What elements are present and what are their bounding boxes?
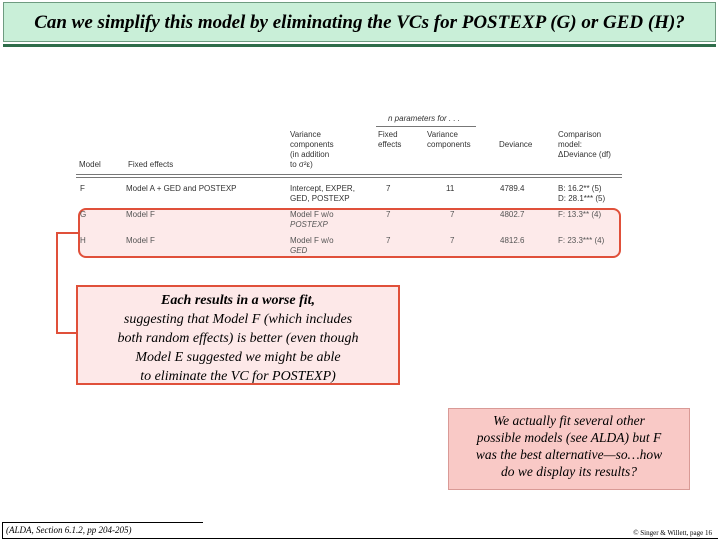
note1-line-3: both random effects) is better (even though — [117, 331, 359, 346]
header-vc-4: to σ²ε) — [290, 160, 313, 169]
note2-line-2: possible models (see ALDA) but F — [476, 430, 662, 445]
footer-rule — [2, 538, 718, 539]
note1-line-1: Each results in a worse fit, — [160, 293, 316, 308]
note1-line-4: Model E suggested we might be able — [135, 350, 341, 365]
page-credit: © Singer & Willett, page 16 — [633, 529, 712, 537]
note2-line-3: was the best alternative—so…how — [475, 447, 663, 462]
row-h-vc-1: Model F w/o — [290, 236, 334, 245]
row-g-comp-1: F: 13.3** (4) — [558, 210, 602, 219]
row-f-fixed: Model A + GED and POSTEXP — [126, 184, 237, 193]
header-vc-1: Variance — [290, 130, 321, 139]
callout-connector-vertical — [56, 232, 58, 334]
worse-fit-callout — [76, 285, 400, 385]
header-vc-3: (in addition — [290, 150, 330, 159]
header-comp-1: Comparison — [558, 130, 602, 139]
row-f-comp-2: D: 28.1*** (5) — [558, 194, 606, 203]
model-comparison-table — [76, 104, 622, 264]
row-f-nvar: 11 — [446, 184, 455, 193]
slide-title: Can we simplify this model by eliminating the VCs for POSTEXP (G) or GED (H)? — [34, 12, 685, 33]
row-h-nvar: 7 — [450, 236, 455, 245]
header-nvar-2: components — [427, 140, 471, 149]
row-f-comp-1: B: 16.2** (5) — [558, 184, 602, 193]
header-nvar-1: Variance — [427, 130, 458, 139]
header-rule-2 — [76, 177, 622, 178]
row-h-model: H — [80, 236, 86, 245]
note2-line-1: We actually fit several other — [493, 413, 645, 428]
title-bar — [3, 2, 716, 42]
row-g-fixed: Model F — [126, 210, 155, 219]
group-header-rule — [376, 126, 476, 127]
row-h-deviance: 4812.6 — [500, 236, 525, 245]
note1-line-5: to eliminate the VC for POSTEXP) — [140, 369, 336, 384]
header-comp-3: ΔDeviance (df) — [558, 150, 611, 159]
row-f-vc-2: GED, POSTEXP — [290, 194, 350, 203]
header-deviance: Deviance — [499, 140, 533, 149]
row-g-nvar: 7 — [450, 210, 455, 219]
header-nfixed-1: Fixed — [378, 130, 398, 139]
row-g-nfixed: 7 — [386, 210, 391, 219]
note2-line-4: do we display its results? — [500, 464, 637, 479]
header-comp-2: model: — [558, 140, 583, 149]
title-underline — [3, 44, 716, 47]
row-f-vc-1: Intercept, EXPER, — [290, 184, 355, 193]
row-h-comp-1: F: 23.3*** (4) — [558, 236, 605, 245]
citation: (ALDA, Section 6.1.2, pp 204-205) — [6, 525, 132, 535]
alternative-models-note — [448, 408, 690, 490]
row-g-vc-1: Model F w/o — [290, 210, 334, 219]
row-g-model: G — [80, 210, 87, 219]
row-f-nfixed: 7 — [386, 184, 391, 193]
row-g-deviance: 4802.7 — [500, 210, 525, 219]
row-h-fixed: Model F — [126, 236, 155, 245]
callout-connector-top — [56, 232, 78, 234]
row-g-vc-2: POSTEXP — [290, 220, 328, 229]
row-f-deviance: 4789.4 — [500, 184, 525, 193]
callout-connector-bottom — [56, 332, 77, 334]
header-rule-1 — [76, 174, 622, 175]
row-f-model: F — [80, 184, 85, 193]
header-nfixed-2: effects — [378, 140, 402, 149]
row-h-vc-2: GED — [290, 246, 308, 255]
note1-line-2: suggesting that Model F (which includes — [123, 312, 353, 327]
header-fixed: Fixed effects — [128, 160, 174, 169]
group-header: n parameters for . . . — [388, 114, 461, 123]
header-model: Model — [79, 160, 101, 169]
row-h-nfixed: 7 — [386, 236, 391, 245]
header-vc-2: components — [290, 140, 334, 149]
